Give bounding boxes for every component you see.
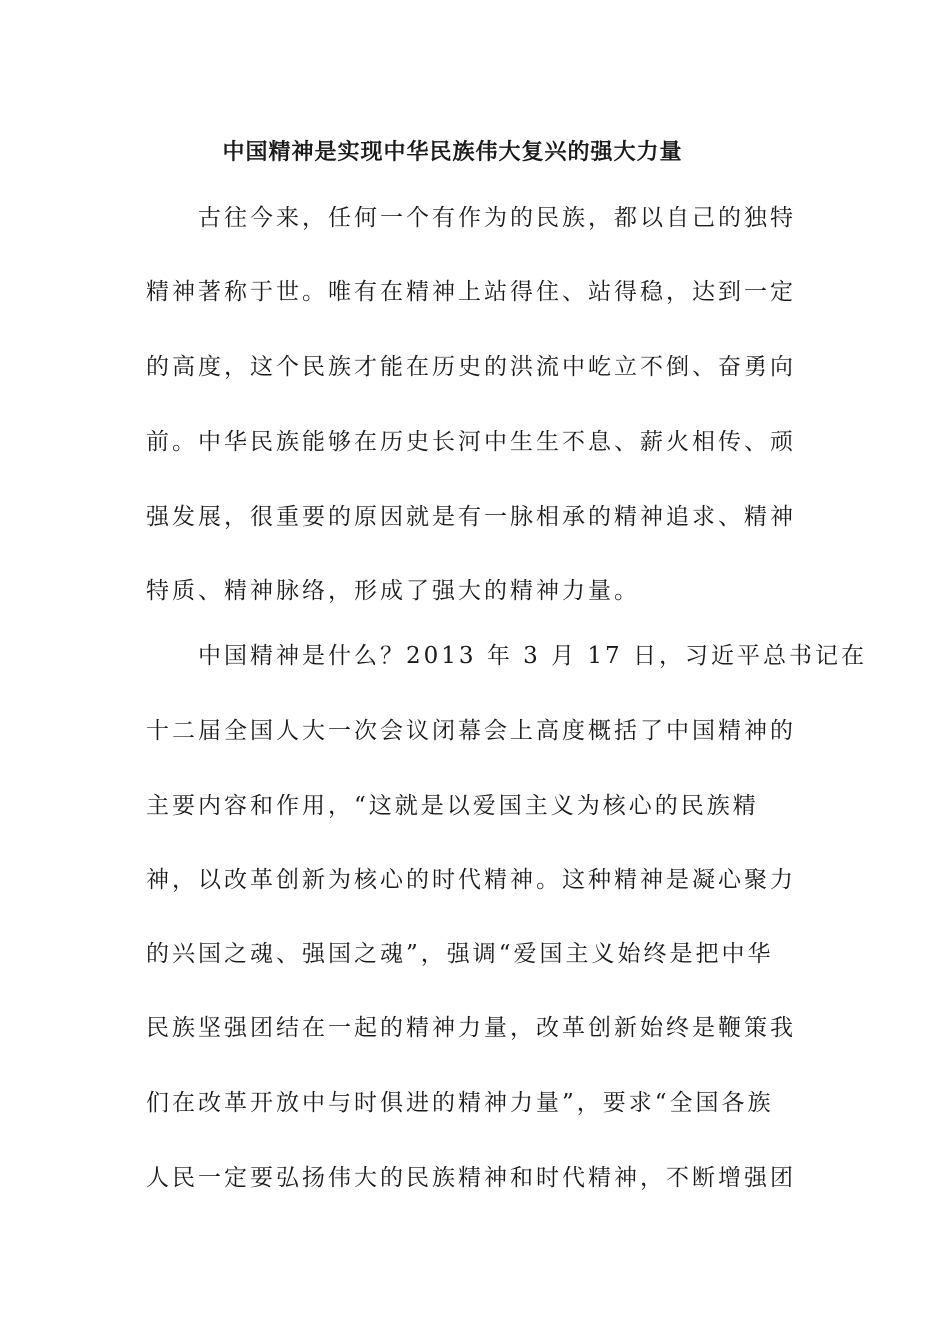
paragraph-1-line-5: 强发展，很重要的原因就是有一脉相承的精神追求、精神 [146,504,796,530]
paragraph-2-line-7: 们在改革开放中与时俱进的精神力量”，要求“全国各族 [146,1090,774,1116]
paragraph-2-line-2: 十二届全国人大一次会议闭幕会上高度概括了中国精神的 [146,718,796,744]
paragraph-1-line-1: 古往今来，任何一个有作为的民族，都以自己的独特 [198,205,796,231]
paragraph-1-line-2: 精神著称于世。唯有在精神上站得住、站得稳，达到一定 [146,279,796,305]
document-title: 中国精神是实现中华民族伟大复兴的强大力量 [222,139,683,165]
paragraph-1-line-6: 特质、精神脉络，形成了强大的精神力量。 [146,578,640,604]
paragraph-1-line-3: 的高度，这个民族才能在历史的洪流中屹立不倒、奋勇向 [146,354,796,380]
paragraph-2-line-1: 中国精神是什么？2013 年 3 月 17 日，习近平总书记在 [198,643,867,669]
paragraph-2-line-5: 的兴国之魂、强国之魂”，强调“爱国主义始终是把中华 [146,941,774,967]
paragraph-1-line-4: 前。中华民族能够在历史长河中生生不息、薪火相传、顽 [146,429,796,455]
paragraph-2-line-4: 神，以改革创新为核心的时代精神。这种精神是凝心聚力 [146,867,796,893]
paragraph-2-line-8: 人民一定要弘扬伟大的民族精神和时代精神，不断增强团 [146,1165,796,1191]
paragraph-2-line-6: 民族坚强团结在一起的精神力量，改革创新始终是鞭策我 [146,1015,796,1041]
paragraph-2-line-3: 主要内容和作用，“这就是以爱国主义为核心的民族精 [146,793,759,819]
